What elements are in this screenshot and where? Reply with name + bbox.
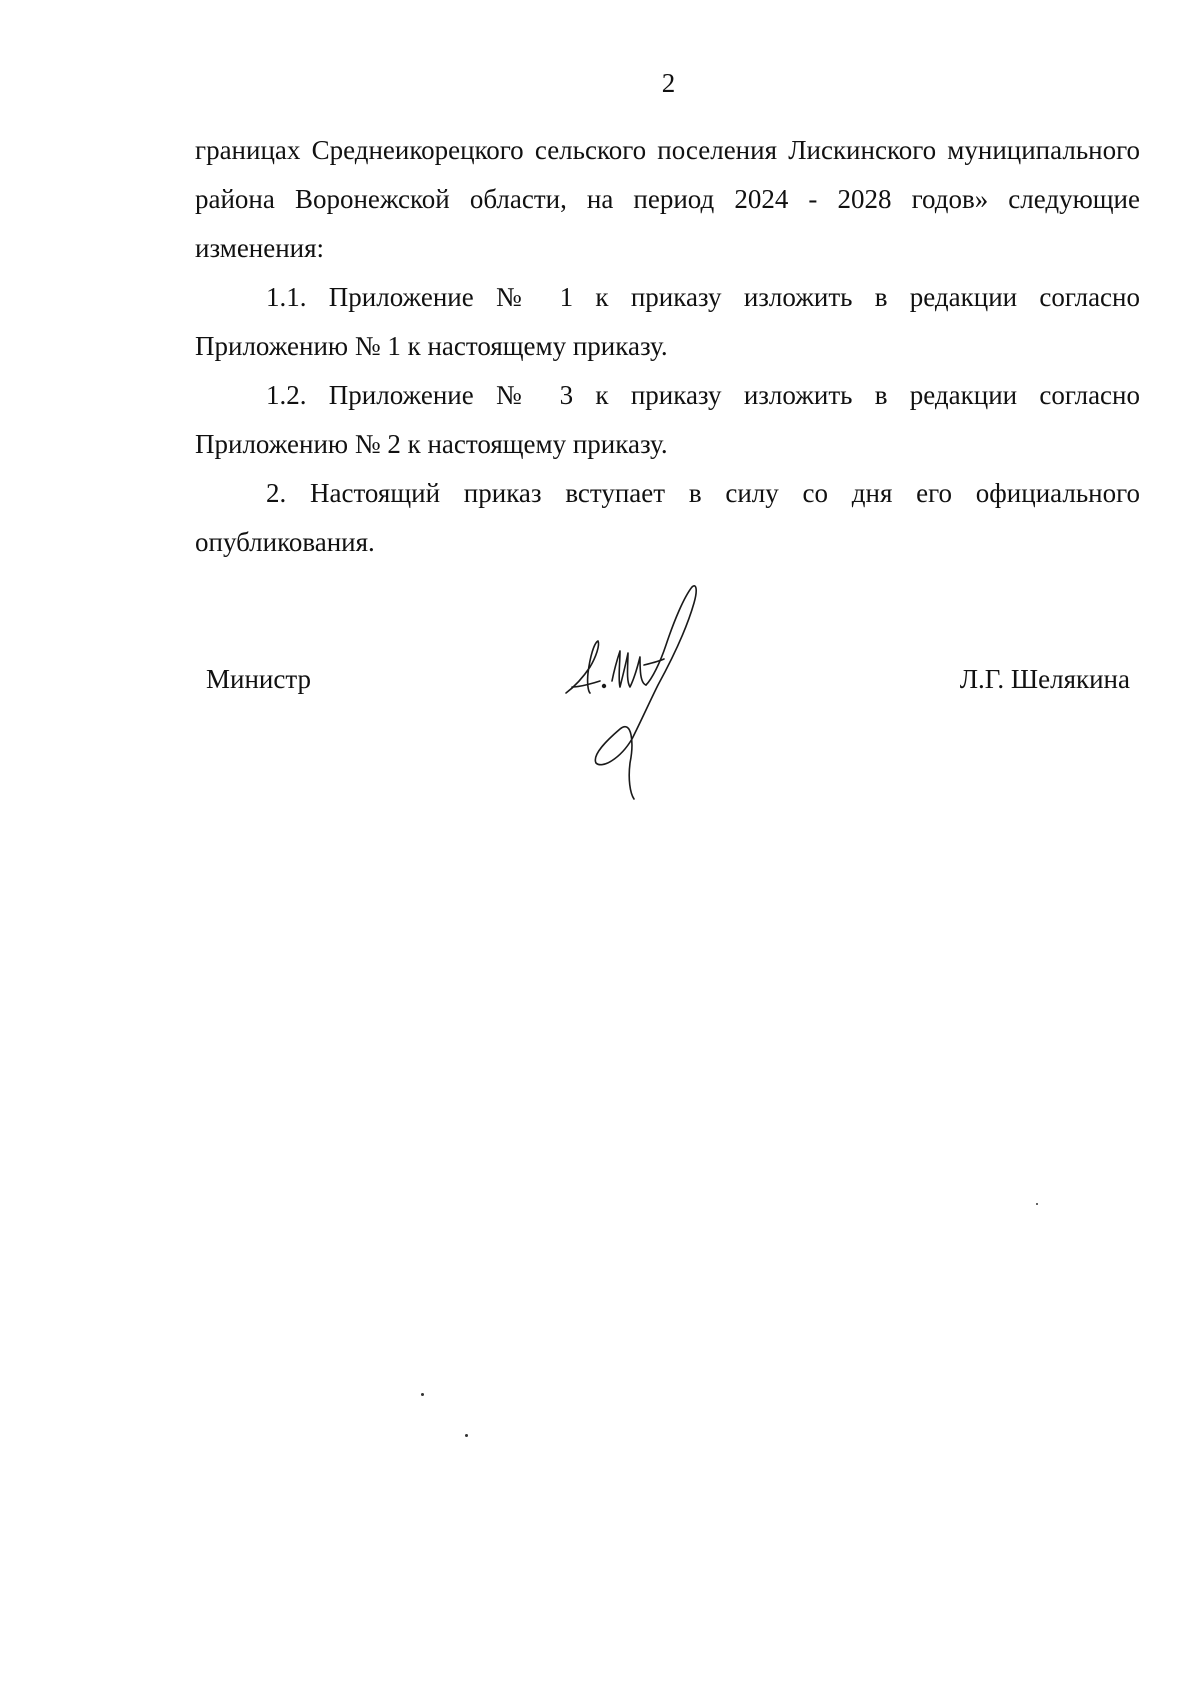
paragraph-item-1-2: 1.2. Приложение № 3 к приказу изложить в редакции согласно Приложению № 2 к настоящему приказу.: [195, 380, 1140, 459]
scan-speck: [465, 1434, 468, 1437]
signer-name: Л.Г. Шелякина: [959, 664, 1130, 694]
paragraph-continuation: границах Среднеикорецкого сельского поселения Лискинского муниципального района Воронежской области, на период 2024 - 2028 годов» следующие изменения:: [195, 135, 1140, 263]
scan-speck: [421, 1393, 424, 1396]
page-number: 2: [661, 68, 676, 98]
scan-speck: [1036, 1203, 1038, 1205]
document-body: [195, 126, 1140, 567]
paragraph-item-1-1: 1.1. Приложение № 1 к приказу изложить в редакции согласно Приложению № 1 к настоящему приказу.: [195, 282, 1140, 361]
signer-position: Министр: [206, 664, 311, 694]
handwritten-signature: [560, 583, 730, 803]
paragraph-item-2: 2. Настоящий приказ вступает в силу со дня его официального опубликования.: [195, 478, 1140, 557]
